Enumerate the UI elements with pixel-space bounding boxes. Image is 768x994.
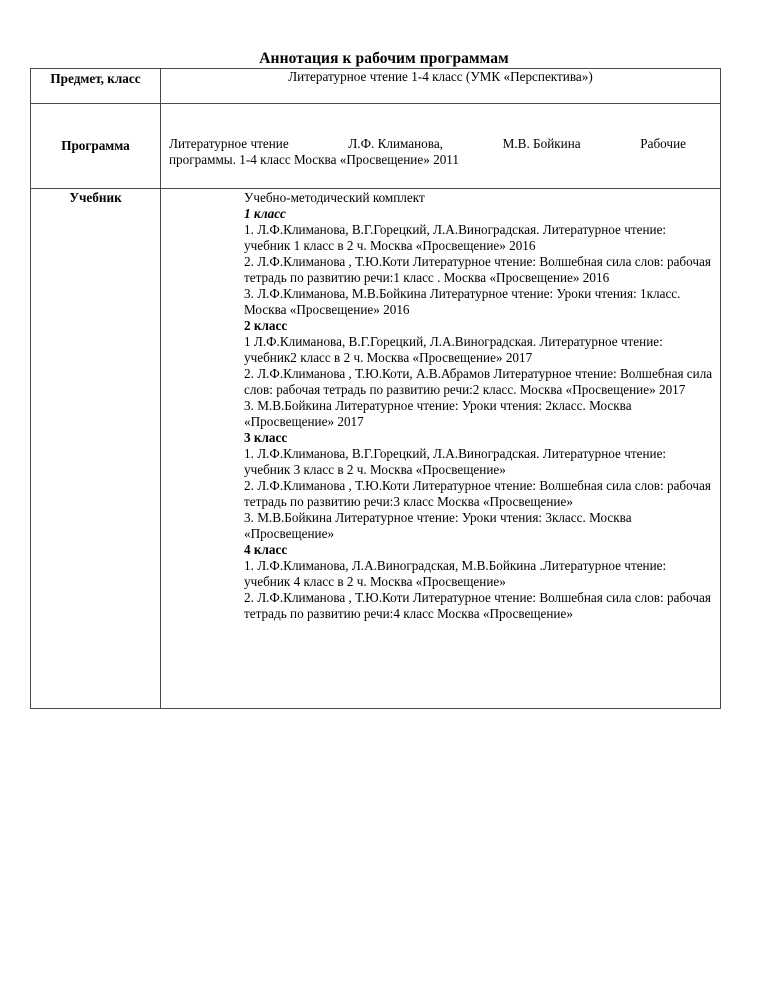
grade-title-1: 1 класс [244, 206, 286, 221]
textbook-value [161, 189, 721, 709]
table-row-subject [31, 69, 721, 104]
program-part-1: Литературное чтение [169, 136, 289, 151]
program-part-3: М.В. Бойкина [502, 136, 581, 151]
annotation-table [30, 68, 721, 709]
program-part-4: Рабочие [640, 136, 686, 151]
program-label: Программа [31, 104, 161, 189]
list-item: 3. М.В.Бойкина Литературное чтение: Уроки чтения: 3класс. Москва «Просвещение» [244, 510, 632, 541]
subject-value: Литературное чтение 1-4 класс (УМК «Перспектива») [161, 69, 721, 104]
document-title: Аннотация к рабочим программам [259, 50, 509, 67]
program-part-2: Л.Ф. Климанова, [348, 136, 443, 151]
program-value [161, 104, 721, 189]
subject-label: Предмет, класс [31, 69, 161, 104]
list-item: 3. М.В.Бойкина Литературное чтение: Уроки чтения: 2класс. Москва «Просвещение» 2017 [244, 398, 632, 429]
grade-title-3: 3 класс [244, 430, 288, 445]
grade-title-4: 4 класс [244, 542, 288, 557]
list-item: 1 Л.Ф.Климанова, В.Г.Горецкий, Л.А.Виноградская. Литературное чтение: учебник2 класс в 2 ч. Москва «Просвещение» 2017 [244, 334, 663, 365]
table-row-program [31, 104, 721, 189]
program-line-1 [169, 136, 716, 152]
list-item: 1. Л.Ф.Климанова, В.Г.Горецкий, Л.А.Виноградская. Литературное чтение: учебник 1 класс в 2 ч. Москва «Просвещение» 2016 [244, 222, 667, 253]
textbook-intro: Учебно-методический комплект [244, 190, 425, 205]
list-item: 2. Л.Ф.Климанова , Т.Ю.Коти Литературное чтение: Волшебная сила слов: рабочая тетрадь по развитию речи:1 класс . Москва «Просвещение» 2016 [244, 254, 711, 285]
list-item: 2. Л.Ф.Климанова , Т.Ю.Коти Литературное чтение: Волшебная сила слов: рабочая тетрадь по развитию речи:4 класс Москва «Просвещение» [244, 590, 711, 621]
list-item: 2. Л.Ф.Климанова , Т.Ю.Коти Литературное чтение: Волшебная сила слов: рабочая тетрадь по развитию речи:3 класс Москва «Просвещение» [244, 478, 711, 509]
program-line-2: программы. 1-4 класс Москва «Просвещение» 2011 [169, 152, 459, 167]
list-item: 1. Л.Ф.Климанова, В.Г.Горецкий, Л.А.Виноградская. Литературное чтение: учебник 3 класс в 2 ч. Москва «Просвещение» [244, 446, 667, 477]
table-row-textbook [31, 189, 721, 709]
list-item: 1. Л.Ф.Климанова, Л.А.Виноградская, М.В.Бойкина .Литературное чтение: учебник 4 класс в 2 ч. Москва «Просвещение» [244, 558, 667, 589]
textbook-label: Учебник [31, 189, 161, 709]
list-item: 2. Л.Ф.Климанова , Т.Ю.Коти, А.В.Абрамов Литературное чтение: Волшебная сила слов: рабочая тетрадь по развитию речи:2 класс. Москва «Просвещение» 2017 [244, 366, 713, 397]
list-item: 3. Л.Ф.Климанова, М.В.Бойкина Литературное чтение: Уроки чтения: 1класс. Москва «Просвещение» 2016 [244, 286, 681, 317]
grade-title-2: 2 класс [244, 318, 288, 333]
